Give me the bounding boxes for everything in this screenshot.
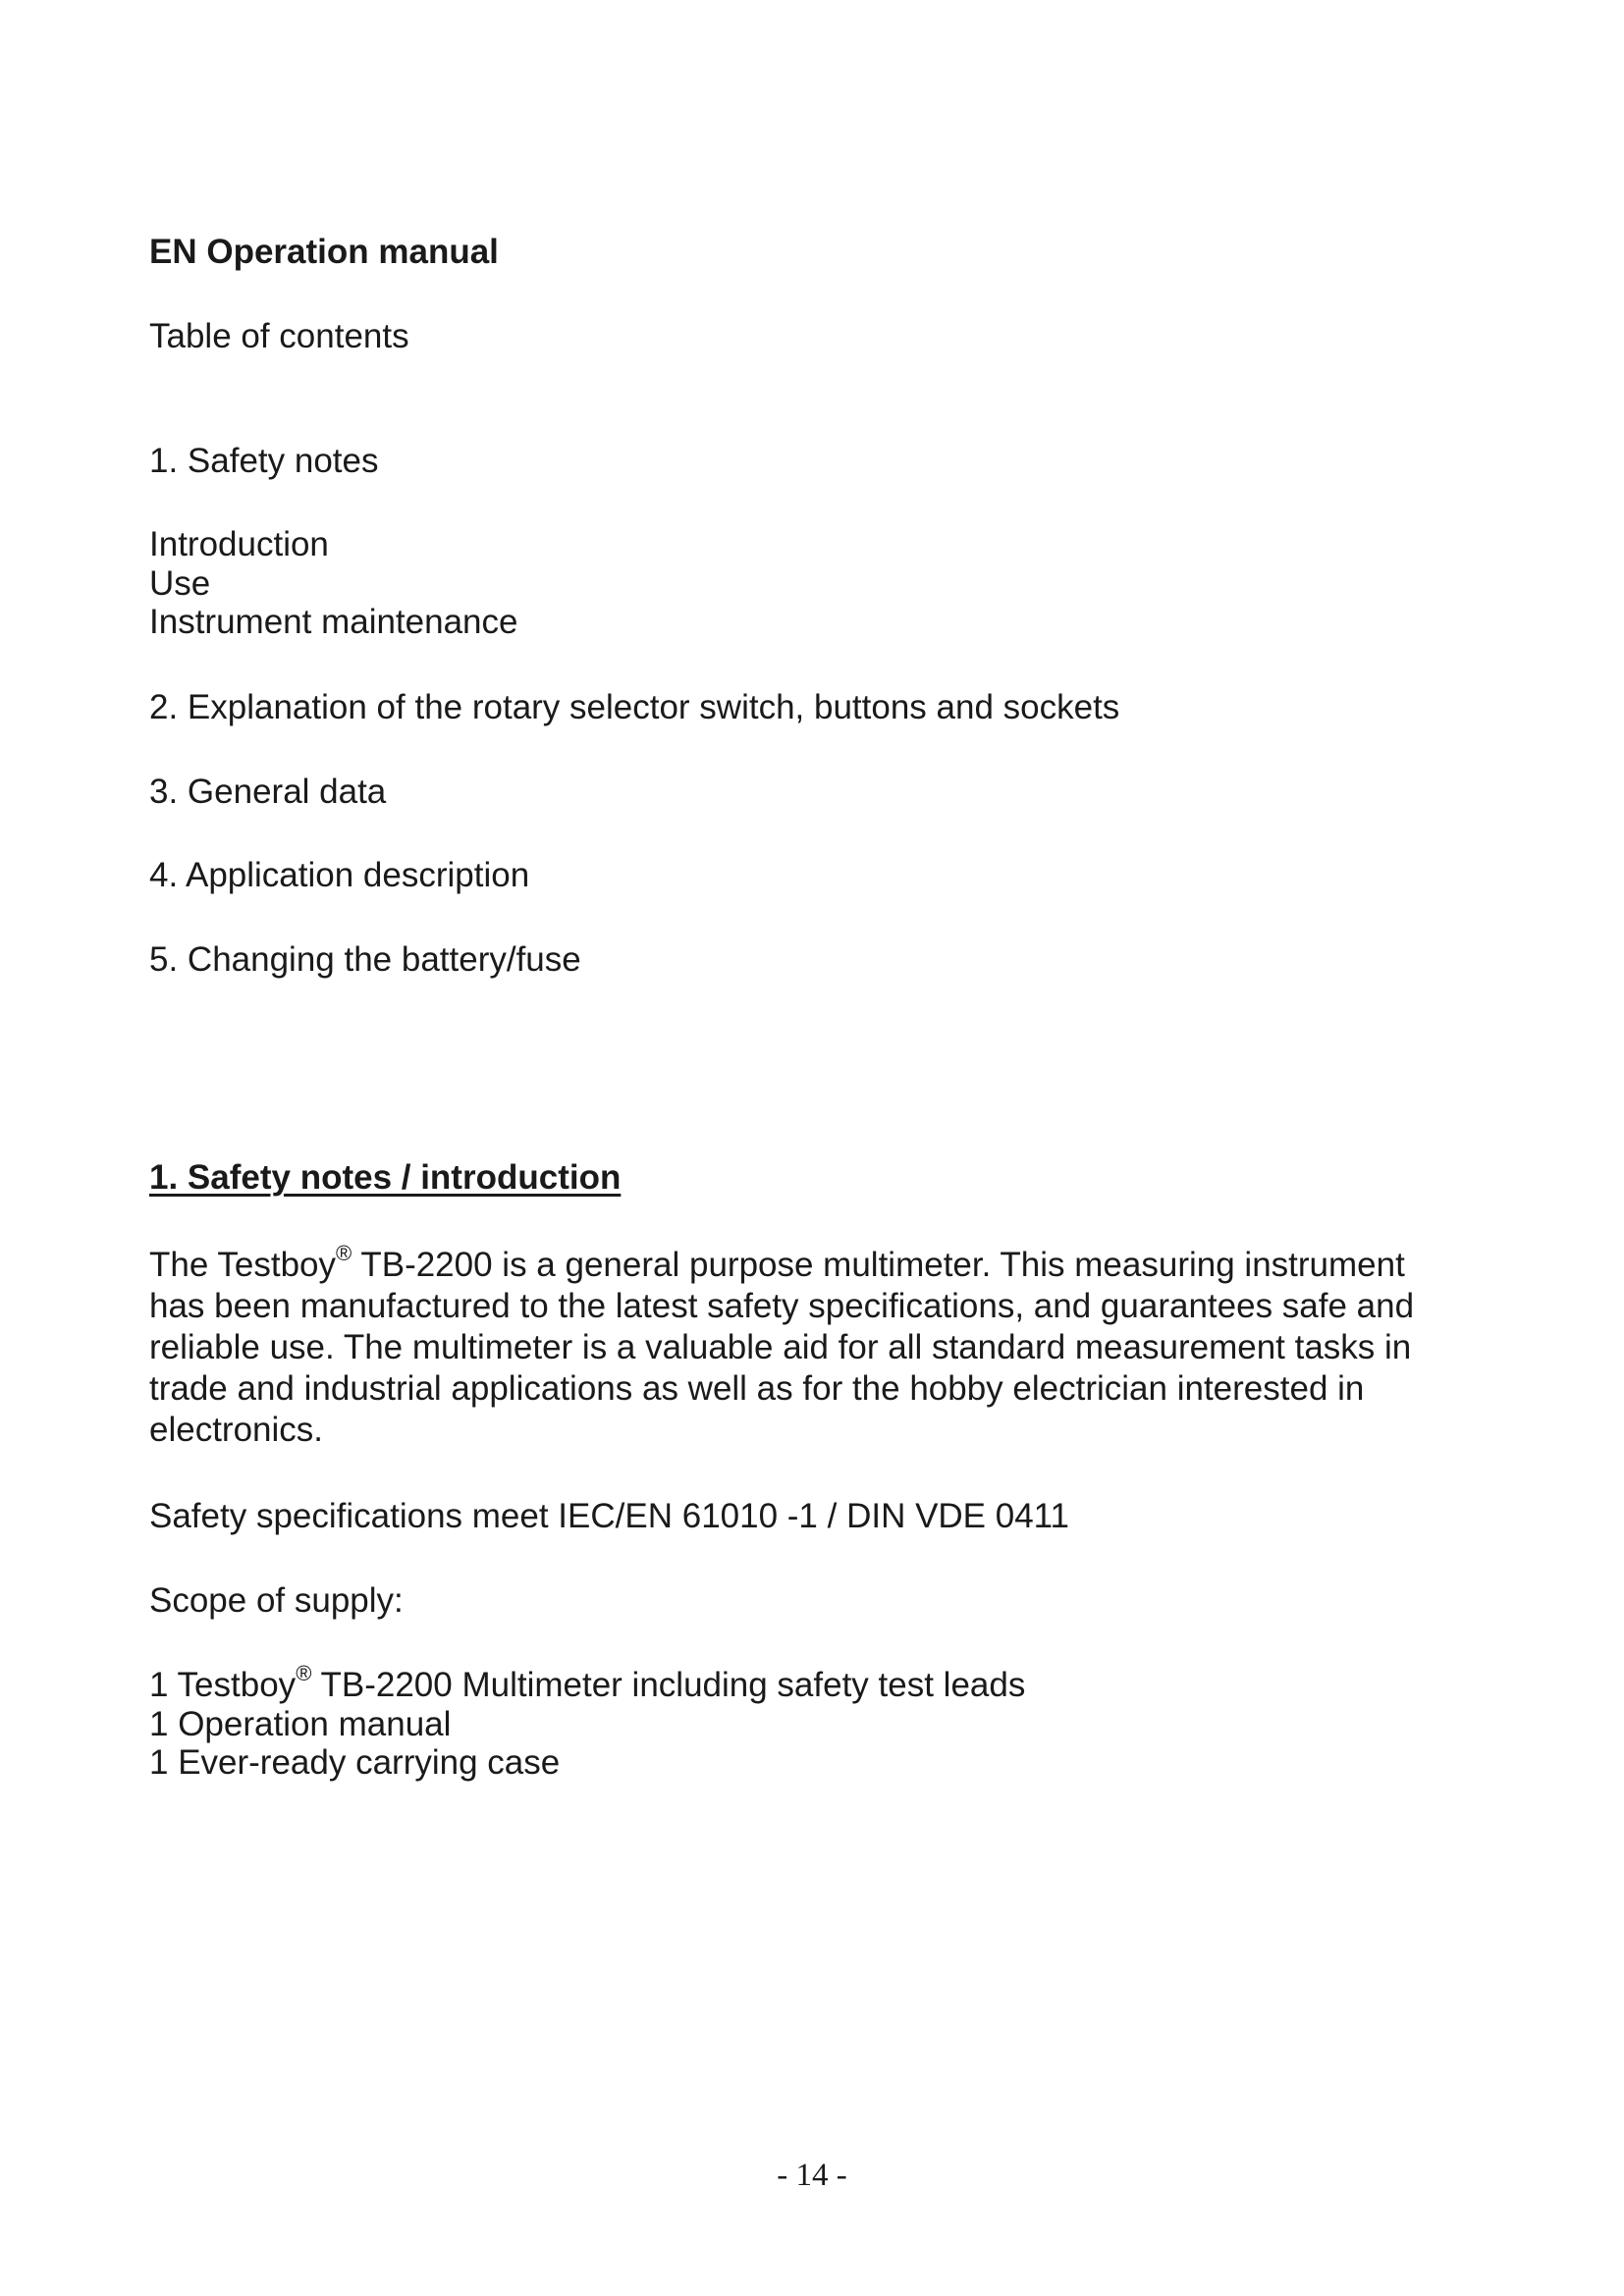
registered-mark: ® (336, 1241, 352, 1266)
section-1-heading: 1. Safety notes / introduction (149, 1158, 622, 1197)
toc-subitem-use: Use (149, 564, 211, 603)
toc-item-2: 2. Explanation of the rotary selector switch, buttons and sockets (149, 688, 1120, 726)
intro-line-2: has been manufactured to the latest safety specifications, and guarantees safe and (149, 1287, 1415, 1325)
toc-subitem-maintenance: Instrument maintenance (149, 603, 518, 641)
toc-item-3: 3. General data (149, 773, 387, 811)
document-title: EN Operation manual (149, 233, 499, 271)
intro-line-4: trade and industrial applications as well as for the hobby electrician interested in (149, 1369, 1365, 1408)
toc-subitem-introduction: Introduction (149, 525, 329, 563)
toc-heading: Table of contents (149, 317, 409, 355)
registered-mark: ® (296, 1661, 312, 1686)
intro-line-5: electronics. (149, 1411, 324, 1449)
scope-of-supply-heading: Scope of supply: (149, 1581, 404, 1620)
toc-item-4: 4. Application description (149, 856, 530, 894)
document-page (149, 0, 1524, 2296)
scope-item-case: 1 Ever-ready carrying case (149, 1743, 561, 1782)
intro-line-1: The Testboy® TB-2200 is a general purpose multimeter. This measuring instrument (149, 1241, 1405, 1284)
page-number: - 14 - (777, 2158, 847, 2193)
scope-item-manual: 1 Operation manual (149, 1705, 452, 1743)
section-1-intro-paragraph (149, 1241, 1504, 1451)
intro-line-3: reliable use. The multimeter is a valuable aid for all standard measurement tasks in (149, 1328, 1412, 1366)
toc-item-1: 1. Safety notes (149, 442, 379, 480)
toc-item-5: 5. Changing the battery/fuse (149, 940, 581, 979)
scope-item-multimeter: 1 Testboy® TB-2200 Multimeter including safety test leads (149, 1661, 1026, 1704)
safety-specifications: Safety specifications meet IEC/EN 61010 -1 / DIN VDE 0411 (149, 1497, 1070, 1535)
